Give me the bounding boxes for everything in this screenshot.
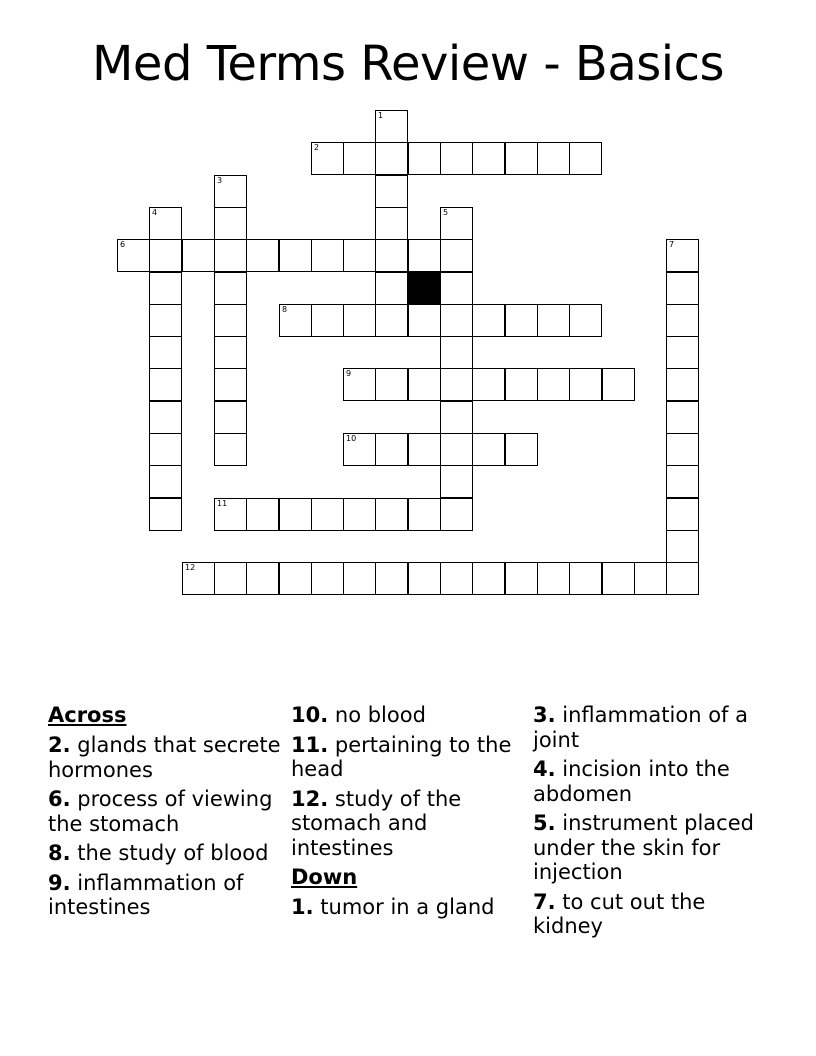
clue-number: 7. [533,889,556,914]
clue-number-label: 8 [282,305,288,314]
grid-cell[interactable] [149,207,182,240]
clue-number: 4. [533,757,556,781]
grid-cell[interactable] [246,562,279,595]
clue-number: 9. [48,870,71,895]
clue-number: 8. [48,841,71,865]
grid-cell[interactable] [246,239,279,272]
grid-cell[interactable] [666,562,699,595]
grid-cell[interactable] [440,142,473,175]
grid-cell[interactable] [279,562,312,595]
grid-cell[interactable] [505,304,538,337]
clue-number: 2. [48,733,71,757]
clue-text: the study of blood [77,841,269,865]
grid-cell[interactable] [505,562,538,595]
grid-cell[interactable] [375,433,408,466]
grid-cell[interactable] [214,304,247,337]
grid-cell[interactable] [569,562,602,595]
grid-cell[interactable] [214,175,247,208]
clue-across-8 [48,841,288,866]
clue-number: 1. [291,895,314,919]
grid-cell[interactable] [408,368,441,401]
grid-cell[interactable] [440,433,473,466]
grid-cell[interactable] [149,433,182,466]
grid-cell[interactable] [149,498,182,531]
clue-column-1 [48,703,288,925]
clue-across-12 [291,787,531,861]
black-square [408,272,441,305]
across-heading: Across [48,703,127,727]
grid-cell[interactable] [311,142,344,175]
grid-cell[interactable] [666,368,699,401]
grid-cell[interactable] [214,207,247,240]
grid-cell[interactable] [472,368,505,401]
clue-number: 11. [291,732,329,757]
grid-cell[interactable] [569,368,602,401]
grid-cell[interactable] [408,142,441,175]
grid-cell[interactable] [440,304,473,337]
grid-cell[interactable] [537,304,570,337]
grid-cell[interactable] [375,110,408,143]
grid-cell[interactable] [149,401,182,434]
grid-cell[interactable] [343,433,376,466]
grid-cell[interactable] [408,498,441,531]
clue-text: inflammation of a joint [533,703,748,752]
grid-cell[interactable] [440,207,473,240]
clue-number-label: 5 [443,208,449,217]
grid-cell[interactable] [569,142,602,175]
grid-cell[interactable] [246,498,279,531]
grid-cell[interactable] [472,562,505,595]
grid-cell[interactable] [666,465,699,498]
grid-cell[interactable] [149,304,182,337]
clue-text: to cut out the kidney [533,889,706,938]
grid-cell[interactable] [666,304,699,337]
grid-cell[interactable] [279,239,312,272]
grid-cell[interactable] [408,304,441,337]
grid-cell[interactable] [311,562,344,595]
grid-cell[interactable] [472,304,505,337]
grid-cell[interactable] [343,368,376,401]
clue-text: incision into the abdomen [533,757,730,806]
clue-number: 12. [291,786,329,811]
clue-down-1 [291,895,531,920]
grid-cell[interactable] [343,239,376,272]
clue-number-label: 12 [185,563,196,572]
grid-cell[interactable] [149,368,182,401]
clue-down-4 [533,757,773,806]
grid-cell[interactable] [343,142,376,175]
clue-across-6 [48,787,288,836]
grid-cell[interactable] [214,272,247,305]
grid-cell[interactable] [343,562,376,595]
grid-cell[interactable] [440,239,473,272]
grid-cell[interactable] [408,562,441,595]
grid-cell[interactable] [375,498,408,531]
grid-cell[interactable] [440,401,473,434]
grid-cell[interactable] [505,433,538,466]
grid-cell[interactable] [666,498,699,531]
grid-cell[interactable] [472,433,505,466]
grid-cell[interactable] [666,272,699,305]
grid-cell[interactable] [408,433,441,466]
clue-text: inflammation of intestines [48,870,244,919]
grid-cell[interactable] [311,498,344,531]
clue-down-7 [533,890,773,939]
clue-number-label: 9 [346,369,352,378]
grid-cell[interactable] [214,562,247,595]
clue-number: 5. [533,811,556,835]
grid-cell[interactable] [634,562,667,595]
grid-cell[interactable] [214,401,247,434]
grid-cell[interactable] [537,142,570,175]
grid-cell[interactable] [279,304,312,337]
grid-cell[interactable] [311,304,344,337]
grid-cell[interactable] [375,207,408,240]
clue-across-9 [48,871,288,920]
grid-cell[interactable] [375,368,408,401]
clue-text: study of the stomach and intestines [291,786,462,860]
grid-cell[interactable] [440,336,473,369]
grid-cell[interactable] [408,239,441,272]
grid-cell[interactable] [666,336,699,369]
clue-number: 3. [533,703,556,727]
grid-cell[interactable] [375,142,408,175]
grid-cell[interactable] [311,239,344,272]
clue-number: 10. [291,703,329,727]
grid-cell[interactable] [214,433,247,466]
grid-cell[interactable] [214,239,247,272]
grid-cell[interactable] [182,562,215,595]
grid-cell[interactable] [375,562,408,595]
clue-down-3 [533,703,773,752]
grid-cell[interactable] [440,465,473,498]
grid-cell[interactable] [214,336,247,369]
clue-across-2 [48,733,288,782]
clue-text: process of viewing the stomach [48,787,273,836]
clue-number-label: 2 [314,143,320,152]
grid-cell[interactable] [666,433,699,466]
clue-number-label: 7 [669,240,675,249]
clue-number-label: 3 [217,176,223,185]
puzzle-title: Med Terms Review - Basics [92,36,724,92]
grid-cell[interactable] [440,498,473,531]
grid-cell[interactable] [440,562,473,595]
clue-column-3 [533,703,773,944]
clue-across-10 [291,703,531,728]
grid-cell[interactable] [375,175,408,208]
grid-cell[interactable] [182,239,215,272]
grid-cell[interactable] [505,368,538,401]
clue-text: tumor in a gland [320,895,495,919]
grid-cell[interactable] [375,304,408,337]
grid-cell[interactable] [214,498,247,531]
grid-cell[interactable] [666,530,699,563]
clue-number-label: 10 [346,434,357,443]
grid-cell[interactable] [343,498,376,531]
down-heading: Down [291,865,358,889]
grid-cell[interactable] [569,304,602,337]
clue-across-11 [291,733,531,782]
clue-number-label: 1 [378,111,384,120]
clue-number: 6. [48,787,71,811]
clue-number-label: 6 [120,240,126,249]
clue-down-5 [533,811,773,885]
grid-cell[interactable] [440,368,473,401]
grid-cell[interactable] [666,239,699,272]
clue-number-label: 11 [217,499,228,508]
grid-cell[interactable] [149,239,182,272]
grid-cell[interactable] [602,562,635,595]
clue-text: no blood [334,703,426,727]
grid-cell[interactable] [666,401,699,434]
grid-cell[interactable] [343,304,376,337]
clue-text: pertaining to the head [291,732,512,781]
clue-number-label: 4 [152,208,158,217]
grid-cell[interactable] [149,465,182,498]
grid-cell[interactable] [537,562,570,595]
grid-cell[interactable] [505,142,538,175]
grid-cell[interactable] [375,239,408,272]
grid-cell[interactable] [149,272,182,305]
grid-cell[interactable] [472,142,505,175]
grid-cell[interactable] [537,368,570,401]
clue-column-2 [291,703,531,925]
grid-cell[interactable] [117,239,150,272]
grid-cell[interactable] [602,368,635,401]
grid-cell[interactable] [440,272,473,305]
clue-text: instrument placed under the skin for injection [533,811,754,884]
clue-text: glands that secrete hormones [48,733,281,782]
grid-cell[interactable] [214,368,247,401]
grid-cell[interactable] [279,498,312,531]
grid-cell[interactable] [149,336,182,369]
grid-cell[interactable] [375,272,408,305]
